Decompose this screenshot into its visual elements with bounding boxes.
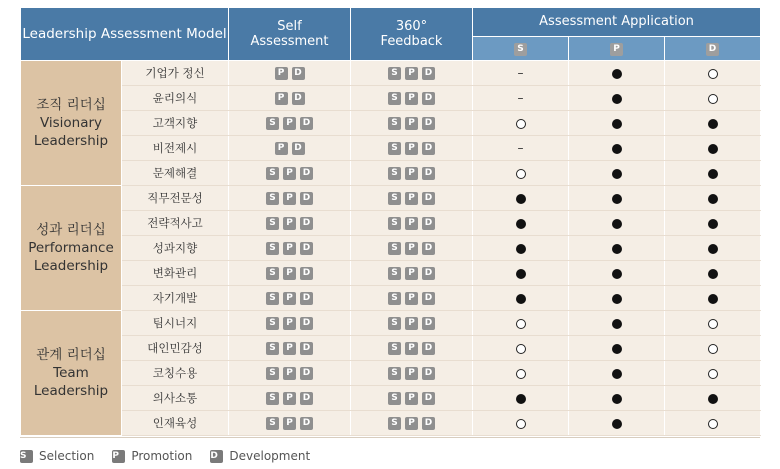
application-d-cell bbox=[665, 61, 761, 86]
category-en-line: Visionary bbox=[39, 115, 103, 131]
badge-s: S bbox=[266, 417, 279, 430]
competency-item: 비전제시 bbox=[122, 136, 229, 161]
application-s-cell bbox=[473, 161, 569, 186]
filled-circle-icon bbox=[612, 144, 622, 154]
badge-d: D bbox=[422, 367, 435, 380]
feedback-cell bbox=[351, 186, 473, 211]
badge-p: P bbox=[283, 267, 296, 280]
header-self-line1: Self bbox=[277, 19, 302, 34]
badge-d: D bbox=[422, 217, 435, 230]
table-row bbox=[21, 111, 761, 136]
badge-p: P bbox=[283, 292, 296, 305]
table-row bbox=[21, 186, 761, 211]
application-p-cell bbox=[569, 236, 665, 261]
badge-p: P bbox=[405, 417, 418, 430]
category-cell bbox=[21, 61, 122, 186]
badge-p: P bbox=[283, 167, 296, 180]
legend-badge-p: P bbox=[112, 450, 125, 463]
application-s-cell bbox=[473, 111, 569, 136]
badge-d: D bbox=[422, 242, 435, 255]
category-ko: 관계 리더십 bbox=[36, 347, 106, 363]
application-p-cell bbox=[569, 386, 665, 411]
legend-badge-d: D bbox=[210, 450, 223, 463]
dash-mark: – bbox=[517, 141, 524, 155]
badge-d: D bbox=[300, 117, 313, 130]
filled-circle-icon bbox=[612, 344, 622, 354]
badge-d: D bbox=[300, 192, 313, 205]
filled-circle-icon bbox=[612, 119, 622, 129]
badge-p: P bbox=[405, 292, 418, 305]
badge-d: D bbox=[300, 392, 313, 405]
feedback-cell bbox=[351, 86, 473, 111]
self-assessment-cell bbox=[229, 411, 351, 436]
badge-d: D bbox=[422, 142, 435, 155]
badge-d: D bbox=[422, 192, 435, 205]
application-p-cell bbox=[569, 261, 665, 286]
competency-item: 윤리의식 bbox=[122, 86, 229, 111]
table-row bbox=[21, 386, 761, 411]
application-p-cell bbox=[569, 286, 665, 311]
application-s-cell bbox=[473, 286, 569, 311]
category-cell bbox=[21, 311, 122, 436]
filled-circle-icon bbox=[708, 394, 718, 404]
header-360-feedback bbox=[351, 8, 473, 61]
competency-item: 전략적사고 bbox=[122, 211, 229, 236]
filled-circle-icon bbox=[516, 219, 526, 229]
category-en-line: Leadership bbox=[33, 258, 109, 274]
table-row bbox=[21, 286, 761, 311]
badge-d: D bbox=[300, 342, 313, 355]
filled-circle-icon bbox=[708, 194, 718, 204]
filled-circle-icon bbox=[612, 69, 622, 79]
badge-p: P bbox=[405, 242, 418, 255]
feedback-cell bbox=[351, 411, 473, 436]
application-s-cell bbox=[473, 211, 569, 236]
application-d-cell bbox=[665, 386, 761, 411]
badge-d: D bbox=[422, 92, 435, 105]
table-row bbox=[21, 261, 761, 286]
badge-s: S bbox=[388, 417, 401, 430]
filled-circle-icon bbox=[708, 169, 718, 179]
empty-circle-icon bbox=[708, 344, 718, 354]
application-d-cell bbox=[665, 311, 761, 336]
header-feedback-line2: Feedback bbox=[380, 34, 443, 49]
application-d-cell bbox=[665, 336, 761, 361]
table-row bbox=[21, 411, 761, 436]
self-assessment-cell bbox=[229, 186, 351, 211]
feedback-cell bbox=[351, 161, 473, 186]
application-p-cell bbox=[569, 61, 665, 86]
feedback-cell bbox=[351, 386, 473, 411]
filled-circle-icon bbox=[708, 269, 718, 279]
application-p-cell bbox=[569, 161, 665, 186]
application-d-cell bbox=[665, 411, 761, 436]
filled-circle-icon bbox=[708, 244, 718, 254]
filled-circle-icon bbox=[612, 169, 622, 179]
badge-d: D bbox=[422, 417, 435, 430]
badge-s: S bbox=[388, 167, 401, 180]
badge-p: P bbox=[405, 167, 418, 180]
application-s-cell bbox=[473, 261, 569, 286]
badge-d: D bbox=[422, 67, 435, 80]
badge-p: P bbox=[275, 67, 288, 80]
badge-s: S bbox=[266, 342, 279, 355]
self-assessment-cell bbox=[229, 111, 351, 136]
application-d-cell bbox=[665, 186, 761, 211]
filled-circle-icon bbox=[612, 294, 622, 304]
competency-item: 팀시너지 bbox=[122, 311, 229, 336]
badge-p: P bbox=[283, 317, 296, 330]
table-row bbox=[21, 236, 761, 261]
table-row bbox=[21, 61, 761, 86]
competency-item: 의사소통 bbox=[122, 386, 229, 411]
legend-item-promotion bbox=[112, 449, 192, 463]
feedback-cell bbox=[351, 136, 473, 161]
badge-d: D bbox=[300, 267, 313, 280]
badge-d: D bbox=[300, 367, 313, 380]
category-en-line: Leadership bbox=[33, 133, 109, 149]
badge-d: D bbox=[292, 92, 305, 105]
self-assessment-cell bbox=[229, 61, 351, 86]
badge-s: S bbox=[266, 117, 279, 130]
badge-s: S bbox=[266, 367, 279, 380]
application-s-cell bbox=[473, 136, 569, 161]
header-sub-p bbox=[569, 36, 665, 60]
filled-circle-icon bbox=[516, 394, 526, 404]
badge-p: P bbox=[283, 242, 296, 255]
self-assessment-cell bbox=[229, 361, 351, 386]
legend-label-selection: Selection bbox=[39, 449, 95, 463]
competency-item: 변화관리 bbox=[122, 261, 229, 286]
application-p-cell bbox=[569, 361, 665, 386]
self-assessment-cell bbox=[229, 211, 351, 236]
application-d-cell bbox=[665, 136, 761, 161]
category-ko: 조직 리더십 bbox=[36, 97, 106, 113]
badge-p: P bbox=[283, 117, 296, 130]
badge-p: P bbox=[405, 392, 418, 405]
category-en-line: Leadership bbox=[33, 383, 109, 399]
badge-p: P bbox=[405, 317, 418, 330]
filled-circle-icon bbox=[708, 119, 718, 129]
badge-s: S bbox=[266, 167, 279, 180]
badge-p: P bbox=[283, 192, 296, 205]
badge-s: S bbox=[388, 67, 401, 80]
feedback-cell bbox=[351, 336, 473, 361]
header-model: Leadership Assessment Model bbox=[21, 8, 229, 61]
badge-s: S bbox=[388, 392, 401, 405]
self-assessment-cell bbox=[229, 386, 351, 411]
badge-s: S bbox=[388, 117, 401, 130]
filled-circle-icon bbox=[612, 419, 622, 429]
badge-s: S bbox=[388, 292, 401, 305]
badge-d: D bbox=[300, 167, 313, 180]
table-bottom-divider bbox=[20, 437, 760, 438]
application-s-cell bbox=[473, 236, 569, 261]
application-s-cell bbox=[473, 361, 569, 386]
table-row bbox=[21, 361, 761, 386]
table-row bbox=[21, 161, 761, 186]
sub-badge-s: S bbox=[514, 43, 527, 56]
self-assessment-cell bbox=[229, 336, 351, 361]
badge-s: S bbox=[388, 267, 401, 280]
filled-circle-icon bbox=[516, 194, 526, 204]
badge-d: D bbox=[300, 417, 313, 430]
table-row bbox=[21, 136, 761, 161]
empty-circle-icon bbox=[708, 69, 718, 79]
badge-s: S bbox=[388, 242, 401, 255]
empty-circle-icon bbox=[516, 419, 526, 429]
badge-d: D bbox=[292, 142, 305, 155]
application-d-cell bbox=[665, 161, 761, 186]
table-row bbox=[21, 86, 761, 111]
application-d-cell bbox=[665, 236, 761, 261]
competency-item: 대인민감성 bbox=[122, 336, 229, 361]
header-self-line2: Assessment bbox=[250, 34, 329, 49]
badge-s: S bbox=[388, 217, 401, 230]
filled-circle-icon bbox=[612, 194, 622, 204]
self-assessment-cell bbox=[229, 161, 351, 186]
filled-circle-icon bbox=[516, 244, 526, 254]
empty-circle-icon bbox=[516, 119, 526, 129]
application-p-cell bbox=[569, 86, 665, 111]
badge-d: D bbox=[300, 242, 313, 255]
filled-circle-icon bbox=[612, 219, 622, 229]
filled-circle-icon bbox=[516, 269, 526, 279]
filled-circle-icon bbox=[708, 219, 718, 229]
badge-p: P bbox=[283, 367, 296, 380]
application-d-cell bbox=[665, 86, 761, 111]
application-p-cell bbox=[569, 111, 665, 136]
badge-s: S bbox=[388, 342, 401, 355]
feedback-cell bbox=[351, 236, 473, 261]
application-p-cell bbox=[569, 336, 665, 361]
badge-p: P bbox=[275, 142, 288, 155]
competency-item: 인재육성 bbox=[122, 411, 229, 436]
badge-s: S bbox=[266, 217, 279, 230]
filled-circle-icon bbox=[612, 94, 622, 104]
badge-s: S bbox=[266, 242, 279, 255]
competency-item: 코칭수용 bbox=[122, 361, 229, 386]
table-body bbox=[21, 61, 761, 436]
badge-p: P bbox=[405, 117, 418, 130]
badge-s: S bbox=[266, 192, 279, 205]
feedback-cell bbox=[351, 211, 473, 236]
feedback-cell bbox=[351, 286, 473, 311]
dash-mark: – bbox=[517, 91, 524, 105]
self-assessment-cell bbox=[229, 236, 351, 261]
badge-d: D bbox=[422, 167, 435, 180]
table-row bbox=[21, 336, 761, 361]
assessment-table-wrapper bbox=[20, 7, 760, 436]
application-p-cell bbox=[569, 311, 665, 336]
self-assessment-cell bbox=[229, 286, 351, 311]
header-sub-s bbox=[473, 36, 569, 60]
feedback-cell bbox=[351, 261, 473, 286]
competency-item: 직무전문성 bbox=[122, 186, 229, 211]
table-row bbox=[21, 211, 761, 236]
badge-s: S bbox=[388, 317, 401, 330]
application-s-cell bbox=[473, 311, 569, 336]
badge-d: D bbox=[422, 292, 435, 305]
filled-circle-icon bbox=[612, 369, 622, 379]
self-assessment-cell bbox=[229, 136, 351, 161]
empty-circle-icon bbox=[708, 94, 718, 104]
application-d-cell bbox=[665, 111, 761, 136]
feedback-cell bbox=[351, 361, 473, 386]
self-assessment-cell bbox=[229, 86, 351, 111]
legend-label-development: Development bbox=[229, 449, 311, 463]
legend-label-promotion: Promotion bbox=[131, 449, 193, 463]
legend-badge-s: S bbox=[20, 450, 33, 463]
empty-circle-icon bbox=[708, 319, 718, 329]
badge-d: D bbox=[422, 392, 435, 405]
badge-p: P bbox=[283, 417, 296, 430]
badge-s: S bbox=[266, 267, 279, 280]
badge-p: P bbox=[405, 367, 418, 380]
feedback-cell bbox=[351, 61, 473, 86]
header-sub-d bbox=[665, 36, 761, 60]
badge-p: P bbox=[283, 217, 296, 230]
competency-item: 기업가 정신 bbox=[122, 61, 229, 86]
header-assessment-application: Assessment Application bbox=[473, 8, 761, 37]
self-assessment-cell bbox=[229, 261, 351, 286]
filled-circle-icon bbox=[708, 294, 718, 304]
badge-s: S bbox=[388, 142, 401, 155]
badge-d: D bbox=[300, 217, 313, 230]
sub-badge-d: D bbox=[706, 43, 719, 56]
empty-circle-icon bbox=[516, 344, 526, 354]
badge-p: P bbox=[405, 67, 418, 80]
competency-item: 문제해결 bbox=[122, 161, 229, 186]
badge-d: D bbox=[422, 317, 435, 330]
badge-p: P bbox=[405, 92, 418, 105]
badge-s: S bbox=[266, 317, 279, 330]
application-d-cell bbox=[665, 286, 761, 311]
badge-d: D bbox=[422, 342, 435, 355]
badge-d: D bbox=[300, 317, 313, 330]
badge-d: D bbox=[422, 117, 435, 130]
application-p-cell bbox=[569, 211, 665, 236]
competency-item: 고객지향 bbox=[122, 111, 229, 136]
filled-circle-icon bbox=[612, 319, 622, 329]
badge-p: P bbox=[405, 142, 418, 155]
application-d-cell bbox=[665, 261, 761, 286]
empty-circle-icon bbox=[516, 169, 526, 179]
badge-p: P bbox=[405, 342, 418, 355]
badge-d: D bbox=[292, 67, 305, 80]
application-p-cell bbox=[569, 186, 665, 211]
legend bbox=[20, 449, 328, 463]
badge-p: P bbox=[283, 342, 296, 355]
application-p-cell bbox=[569, 411, 665, 436]
application-s-cell bbox=[473, 411, 569, 436]
filled-circle-icon bbox=[708, 144, 718, 154]
dash-mark: – bbox=[517, 66, 524, 80]
competency-item: 자기개발 bbox=[122, 286, 229, 311]
badge-s: S bbox=[388, 192, 401, 205]
empty-circle-icon bbox=[708, 369, 718, 379]
leadership-assessment-table bbox=[20, 7, 761, 436]
empty-circle-icon bbox=[708, 419, 718, 429]
badge-p: P bbox=[283, 392, 296, 405]
category-ko: 성과 리더십 bbox=[36, 222, 106, 238]
application-s-cell bbox=[473, 61, 569, 86]
filled-circle-icon bbox=[612, 394, 622, 404]
legend-item-development bbox=[210, 449, 310, 463]
badge-s: S bbox=[266, 292, 279, 305]
feedback-cell bbox=[351, 111, 473, 136]
badge-p: P bbox=[405, 192, 418, 205]
feedback-cell bbox=[351, 311, 473, 336]
application-s-cell bbox=[473, 386, 569, 411]
legend-item-selection bbox=[20, 449, 94, 463]
filled-circle-icon bbox=[612, 244, 622, 254]
application-d-cell bbox=[665, 211, 761, 236]
application-p-cell bbox=[569, 136, 665, 161]
filled-circle-icon bbox=[516, 294, 526, 304]
empty-circle-icon bbox=[516, 319, 526, 329]
filled-circle-icon bbox=[612, 269, 622, 279]
application-s-cell bbox=[473, 86, 569, 111]
category-en-line: Performance bbox=[28, 240, 114, 256]
badge-p: P bbox=[405, 267, 418, 280]
badge-s: S bbox=[388, 92, 401, 105]
badge-s: S bbox=[266, 392, 279, 405]
badge-p: P bbox=[405, 217, 418, 230]
application-s-cell bbox=[473, 336, 569, 361]
self-assessment-cell bbox=[229, 311, 351, 336]
badge-d: D bbox=[300, 292, 313, 305]
table-row bbox=[21, 311, 761, 336]
empty-circle-icon bbox=[516, 369, 526, 379]
application-d-cell bbox=[665, 361, 761, 386]
badge-s: S bbox=[388, 367, 401, 380]
badge-d: D bbox=[422, 267, 435, 280]
header-self-assessment bbox=[229, 8, 351, 61]
sub-badge-p: P bbox=[610, 43, 623, 56]
category-en-line: Team bbox=[53, 365, 89, 381]
badge-p: P bbox=[275, 92, 288, 105]
category-cell bbox=[21, 186, 122, 311]
competency-item: 성과지향 bbox=[122, 236, 229, 261]
application-s-cell bbox=[473, 186, 569, 211]
header-feedback-line1: 360° bbox=[395, 19, 428, 34]
